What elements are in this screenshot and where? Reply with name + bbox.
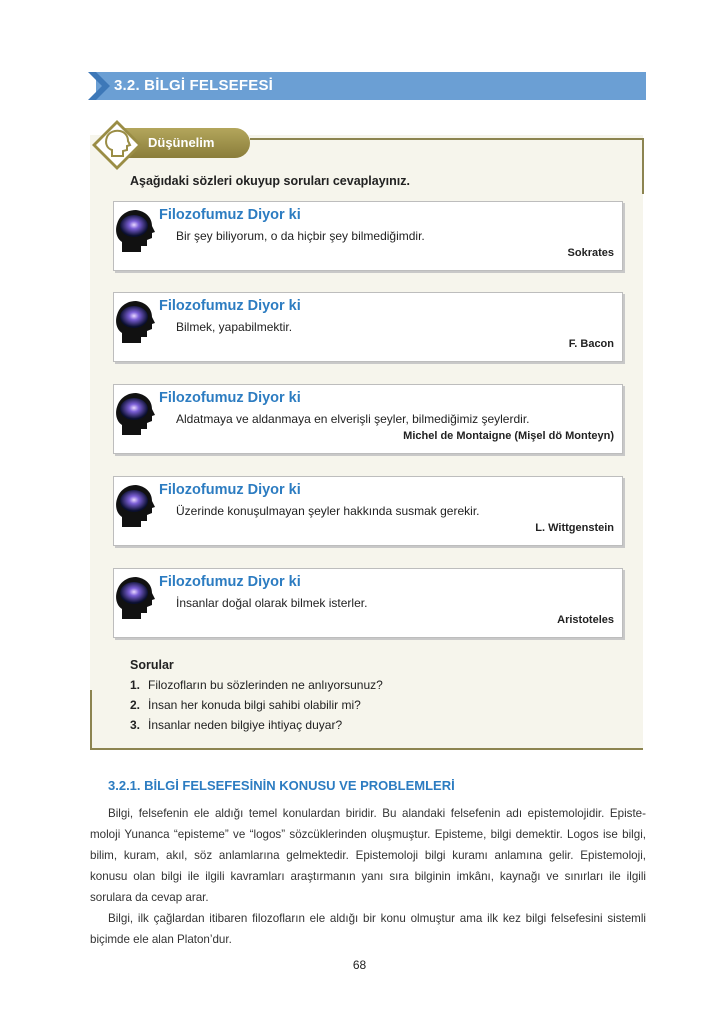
think-tab-label: Düşünelim [148, 135, 215, 150]
galaxy-head-icon [114, 385, 156, 435]
thinking-head-icon [90, 118, 144, 172]
quote-card [113, 384, 623, 454]
quote-heading: Filozofumuz Diyor ki [159, 482, 301, 498]
divider [90, 690, 92, 750]
list-item [130, 698, 383, 718]
quote-card [113, 292, 623, 362]
questions-list [130, 678, 383, 738]
question-number: 3. [130, 718, 141, 732]
quote-heading: Filozofumuz Diyor ki [159, 298, 301, 314]
divider [90, 748, 643, 750]
galaxy-head-icon [114, 202, 156, 252]
quote-text: Bilmek, yapabilmektir. [176, 320, 293, 334]
quote-author: L. Wittgenstein [535, 522, 614, 534]
list-item [130, 678, 383, 698]
question-number: 2. [130, 698, 141, 712]
quote-heading: Filozofumuz Diyor ki [159, 390, 301, 406]
questions-title: Sorular [130, 658, 174, 672]
quote-text: Aldatmaya ve aldanmaya en elverişli şeyler, bilmediğimiz şeylerdir. [176, 412, 530, 426]
quote-text: Bir şey biliyorum, o da hiçbir şey bilmediğimdir. [176, 229, 425, 243]
question-text: İnsanlar neden bilgiye ihtiyaç duyar? [148, 718, 343, 732]
galaxy-head-icon [114, 293, 156, 343]
list-item [130, 718, 383, 738]
question-number: 1. [130, 678, 141, 692]
divider [642, 138, 644, 194]
quote-author: F. Bacon [568, 338, 614, 350]
subsection-title: 3.2.1. BİLGİ FELSEFESİNİN KONUSU VE PROBLEMLERİ [108, 778, 455, 793]
question-text: Filozofların bu sözlerinden ne anlıyorsunuz? [148, 678, 383, 692]
section-title: 3.2. BİLGİ FELSEFESİ [114, 77, 274, 94]
chevron-right-icon [88, 72, 110, 100]
quote-card [113, 476, 623, 546]
quote-author: Michel de Montaigne (Mişel dö Monteyn) [403, 430, 614, 442]
quote-author: Aristoteles [557, 614, 614, 626]
quote-text: Üzerinde konuşulmayan şeyler hakkında susmak gerekir. [176, 504, 480, 518]
body-paragraph: Bilgi, ilk çağlardan itibaren filozofların ele aldığı bir konu olmuştur ama ilk kez bilgi felsefesini sistemli biçimde ele alan Platon’dur. [90, 912, 646, 946]
quote-card [113, 568, 623, 638]
quote-heading: Filozofumuz Diyor ki [159, 574, 301, 590]
page-number: 68 [352, 958, 367, 972]
quote-text: İnsanlar doğal olarak bilmek isterler. [176, 596, 368, 610]
galaxy-head-icon [114, 477, 156, 527]
question-text: İnsan her konuda bilgi sahibi olabilir mi? [148, 698, 361, 712]
quote-heading: Filozofumuz Diyor ki [159, 207, 301, 223]
quote-author: Sokrates [567, 247, 614, 259]
galaxy-head-icon [114, 569, 156, 619]
body-paragraph: Bilgi, felsefenin ele aldığı temel konulardan biridir. Bu alandaki felsefenin adı epistemolojidir. Episte-moloji Yunanca “episteme” ve “logos” sözcüklerinden oluşmuştur. Episteme, bilgi demektir. Logos ise bilgi, bilim, kuram, akıl, söz anlamlarına gelmektedir. Epistemoloji bilgi kuramı anlamına gelir. Epistemoloji, konusu olan bilgi ile ilgili kavramları araştırmanın yanı sıra bilginin imkânı, kaynağı ve sınırları ile ilgili sorulara da cevap arar. [90, 807, 646, 904]
quote-card [113, 201, 623, 271]
divider [250, 138, 644, 140]
intro-text: Aşağıdaki sözleri okuyup soruları cevaplayınız. [130, 174, 410, 188]
